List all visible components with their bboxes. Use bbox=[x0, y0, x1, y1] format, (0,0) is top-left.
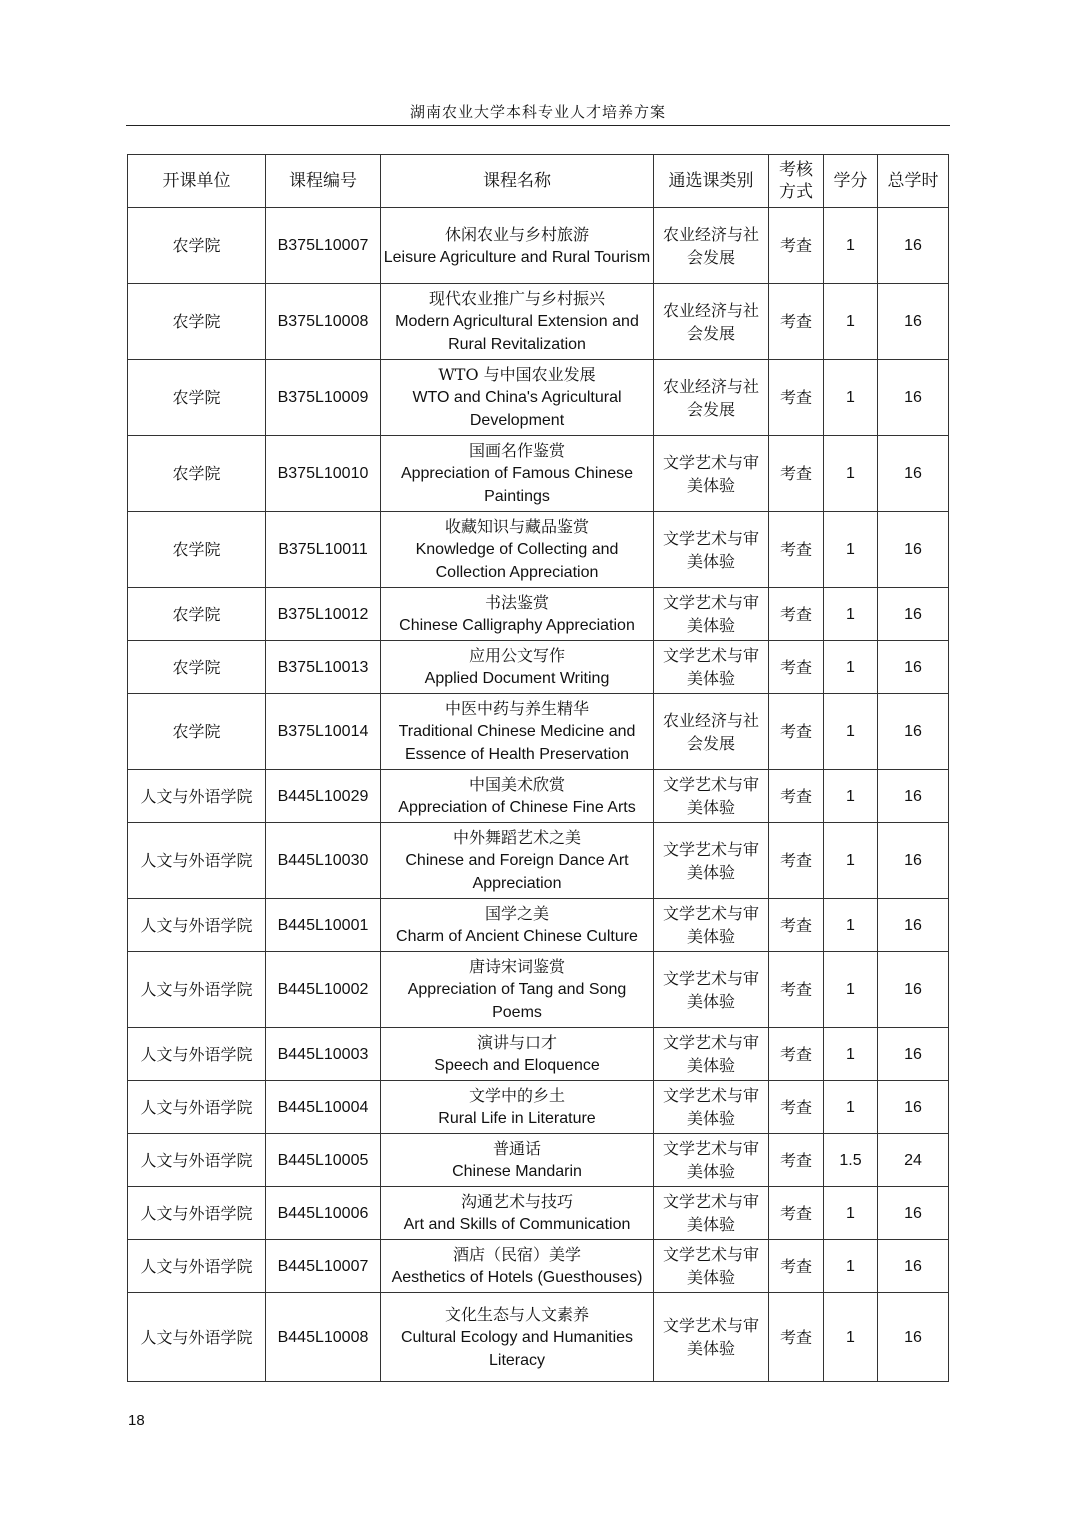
cell-code: B375L10007 bbox=[266, 208, 381, 284]
cell-category: 文学艺术与审美体验 bbox=[654, 1028, 769, 1081]
cell-credit: 1 bbox=[824, 284, 878, 360]
cell-category: 农业经济与社会发展 bbox=[654, 284, 769, 360]
course-name-zh: 书法鉴赏 bbox=[484, 593, 549, 612]
cell-course-name bbox=[381, 641, 654, 694]
cell-credit: 1 bbox=[824, 823, 878, 899]
cell-unit: 农学院 bbox=[128, 512, 266, 588]
cell-code: B445L10030 bbox=[266, 823, 381, 899]
cell-credit: 1 bbox=[824, 1081, 878, 1134]
page-number: 18 bbox=[128, 1412, 145, 1429]
course-name-en: Applied Document Writing bbox=[424, 670, 610, 687]
cell-category: 文学艺术与审美体验 bbox=[654, 1134, 769, 1187]
course-name-en: Rural Life in Literature bbox=[438, 1110, 596, 1127]
cell-hours: 16 bbox=[878, 823, 949, 899]
cell-hours: 16 bbox=[878, 512, 949, 588]
cell-assessment: 考查 bbox=[769, 1028, 824, 1081]
course-name-zh: 唐诗宋词鉴赏 bbox=[468, 957, 565, 976]
cell-credit: 1 bbox=[824, 1240, 878, 1293]
cell-code: B445L10006 bbox=[266, 1187, 381, 1240]
table-row bbox=[128, 641, 949, 694]
cell-assessment: 考查 bbox=[769, 588, 824, 641]
cell-credit: 1 bbox=[824, 641, 878, 694]
course-name-en: Leisure Agriculture and Rural Tourism bbox=[383, 248, 651, 266]
cell-credit: 1 bbox=[824, 1293, 878, 1382]
cell-code: B445L10001 bbox=[266, 899, 381, 952]
cell-code: B445L10004 bbox=[266, 1081, 381, 1134]
cell-course-name bbox=[381, 208, 654, 284]
table-row bbox=[128, 770, 949, 823]
table-row bbox=[128, 208, 949, 284]
cell-category: 文学艺术与审美体验 bbox=[654, 436, 769, 512]
course-name-zh: 国学之美 bbox=[484, 904, 549, 923]
cell-unit: 人文与外语学院 bbox=[128, 823, 266, 899]
cell-category: 文学艺术与审美体验 bbox=[654, 952, 769, 1028]
cell-code: B445L10007 bbox=[266, 1240, 381, 1293]
course-name-en: Appreciation of Tang and Song Poems bbox=[407, 981, 627, 1021]
table-header-row bbox=[128, 155, 949, 208]
cell-credit: 1 bbox=[824, 436, 878, 512]
cell-category: 文学艺术与审美体验 bbox=[654, 1081, 769, 1134]
table-row bbox=[128, 1028, 949, 1081]
cell-code: B445L10003 bbox=[266, 1028, 381, 1081]
cell-assessment: 考查 bbox=[769, 360, 824, 436]
table-row bbox=[128, 694, 949, 770]
cell-course-name bbox=[381, 1028, 654, 1081]
course-name-zh: 沟通艺术与技巧 bbox=[460, 1192, 573, 1211]
cell-category: 农业经济与社会发展 bbox=[654, 694, 769, 770]
course-name-en: Chinese and Foreign Dance Art Appreciation bbox=[405, 852, 629, 892]
column-header-name: 课程名称 bbox=[381, 155, 654, 208]
course-name-en: Chinese Mandarin bbox=[452, 1163, 582, 1180]
cell-unit: 农学院 bbox=[128, 284, 266, 360]
table-row bbox=[128, 952, 949, 1028]
cell-assessment: 考查 bbox=[769, 512, 824, 588]
cell-credit: 1 bbox=[824, 952, 878, 1028]
table-row bbox=[128, 588, 949, 641]
cell-hours: 16 bbox=[878, 360, 949, 436]
column-header-credit: 学分 bbox=[824, 155, 878, 208]
cell-credit: 1 bbox=[824, 208, 878, 284]
cell-course-name bbox=[381, 899, 654, 952]
cell-credit: 1 bbox=[824, 1028, 878, 1081]
cell-unit: 人文与外语学院 bbox=[128, 1134, 266, 1187]
cell-course-name bbox=[381, 512, 654, 588]
course-name-en: Aesthetics of Hotels (Guesthouses) bbox=[391, 1269, 643, 1286]
table-row bbox=[128, 512, 949, 588]
cell-hours: 16 bbox=[878, 770, 949, 823]
course-name-en: Art and Skills of Communication bbox=[403, 1216, 631, 1233]
table-row bbox=[128, 284, 949, 360]
course-name-zh: 文化生态与人文素养 bbox=[444, 1304, 589, 1324]
table-row bbox=[128, 1187, 949, 1240]
course-name-en: Appreciation of Chinese Fine Arts bbox=[398, 799, 636, 816]
column-header-category: 通选课类别 bbox=[654, 155, 769, 208]
cell-course-name bbox=[381, 1240, 654, 1293]
column-header-code: 课程编号 bbox=[266, 155, 381, 208]
course-name-zh: 国画名作鉴赏 bbox=[468, 441, 565, 460]
cell-credit: 1 bbox=[824, 1187, 878, 1240]
table-row bbox=[128, 899, 949, 952]
cell-hours: 16 bbox=[878, 1028, 949, 1081]
cell-category: 文学艺术与审美体验 bbox=[654, 899, 769, 952]
course-name-en: Cultural Ecology and Humanities Literacy bbox=[400, 1328, 634, 1369]
course-name-en: Modern Agricultural Extension and Rural Revitalization bbox=[395, 313, 639, 353]
table-row bbox=[128, 1240, 949, 1293]
cell-unit: 农学院 bbox=[128, 588, 266, 641]
cell-hours: 16 bbox=[878, 1293, 949, 1382]
cell-assessment: 考查 bbox=[769, 1240, 824, 1293]
cell-unit: 人文与外语学院 bbox=[128, 1240, 266, 1293]
cell-assessment: 考查 bbox=[769, 284, 824, 360]
course-name-zh: WTO 与中国农业发展 bbox=[438, 365, 596, 384]
cell-assessment: 考查 bbox=[769, 1293, 824, 1382]
course-name-zh: 演讲与口才 bbox=[476, 1033, 557, 1052]
course-name-zh: 应用公文写作 bbox=[468, 646, 565, 665]
course-name-en: Charm of Ancient Chinese Culture bbox=[396, 928, 638, 945]
cell-assessment: 考查 bbox=[769, 694, 824, 770]
cell-unit: 农学院 bbox=[128, 436, 266, 512]
cell-hours: 16 bbox=[878, 641, 949, 694]
cell-assessment: 考查 bbox=[769, 952, 824, 1028]
cell-category: 文学艺术与审美体验 bbox=[654, 1240, 769, 1293]
cell-category: 文学艺术与审美体验 bbox=[654, 641, 769, 694]
cell-course-name bbox=[381, 284, 654, 360]
cell-assessment: 考查 bbox=[769, 641, 824, 694]
cell-assessment: 考查 bbox=[769, 899, 824, 952]
cell-category: 农业经济与社会发展 bbox=[654, 360, 769, 436]
course-name-en: WTO and China's Agricultural Development bbox=[412, 389, 622, 429]
column-header-unit: 开课单位 bbox=[128, 155, 266, 208]
cell-course-name bbox=[381, 1081, 654, 1134]
cell-unit: 人文与外语学院 bbox=[128, 1081, 266, 1134]
cell-unit: 人文与外语学院 bbox=[128, 770, 266, 823]
cell-credit: 1 bbox=[824, 588, 878, 641]
table-body bbox=[128, 208, 949, 1382]
cell-unit: 人文与外语学院 bbox=[128, 1293, 266, 1382]
cell-course-name bbox=[381, 823, 654, 899]
cell-unit: 农学院 bbox=[128, 641, 266, 694]
page-header: 湖南农业大学本科专业人才培养方案 bbox=[126, 100, 950, 126]
cell-category: 文学艺术与审美体验 bbox=[654, 512, 769, 588]
course-name-en: Traditional Chinese Medicine and Essence of Health Preservation bbox=[398, 723, 636, 763]
cell-credit: 1 bbox=[824, 360, 878, 436]
cell-unit: 农学院 bbox=[128, 694, 266, 770]
cell-credit: 1 bbox=[824, 899, 878, 952]
cell-code: B445L10005 bbox=[266, 1134, 381, 1187]
cell-category: 文学艺术与审美体验 bbox=[654, 588, 769, 641]
cell-code: B375L10014 bbox=[266, 694, 381, 770]
cell-assessment: 考查 bbox=[769, 1081, 824, 1134]
cell-hours: 16 bbox=[878, 952, 949, 1028]
cell-credit: 1.5 bbox=[824, 1134, 878, 1187]
cell-unit: 人文与外语学院 bbox=[128, 952, 266, 1028]
table-row bbox=[128, 823, 949, 899]
course-name-zh: 普通话 bbox=[492, 1139, 541, 1158]
cell-course-name bbox=[381, 588, 654, 641]
cell-category: 农业经济与社会发展 bbox=[654, 208, 769, 284]
cell-category: 文学艺术与审美体验 bbox=[654, 1293, 769, 1382]
cell-course-name bbox=[381, 1134, 654, 1187]
cell-code: B375L10012 bbox=[266, 588, 381, 641]
column-header-hours: 总学时 bbox=[878, 155, 949, 208]
cell-code: B445L10002 bbox=[266, 952, 381, 1028]
course-name-zh: 中国美术欣赏 bbox=[468, 775, 565, 794]
course-name-zh: 酒店（民宿）美学 bbox=[452, 1245, 581, 1264]
cell-course-name bbox=[381, 952, 654, 1028]
cell-code: B445L10008 bbox=[266, 1293, 381, 1382]
cell-hours: 16 bbox=[878, 284, 949, 360]
cell-assessment: 考查 bbox=[769, 208, 824, 284]
course-name-zh: 休闲农业与乡村旅游 bbox=[444, 224, 589, 244]
course-name-en: Speech and Eloquence bbox=[434, 1057, 600, 1074]
course-name-en: Knowledge of Collecting and Collection Appreciation bbox=[415, 541, 619, 581]
cell-hours: 24 bbox=[878, 1134, 949, 1187]
cell-unit: 农学院 bbox=[128, 360, 266, 436]
cell-unit: 人文与外语学院 bbox=[128, 1187, 266, 1240]
course-name-zh: 中医中药与养生精华 bbox=[444, 699, 589, 718]
course-name-zh: 文学中的乡土 bbox=[468, 1086, 565, 1105]
cell-hours: 16 bbox=[878, 1187, 949, 1240]
cell-hours: 16 bbox=[878, 1081, 949, 1134]
course-name-zh: 现代农业推广与乡村振兴 bbox=[428, 289, 605, 308]
course-name-zh: 中外舞蹈艺术之美 bbox=[452, 828, 581, 847]
table-row bbox=[128, 436, 949, 512]
cell-code: B375L10010 bbox=[266, 436, 381, 512]
cell-credit: 1 bbox=[824, 512, 878, 588]
course-name-en: Appreciation of Famous Chinese Paintings bbox=[400, 465, 634, 505]
cell-credit: 1 bbox=[824, 770, 878, 823]
cell-course-name bbox=[381, 694, 654, 770]
cell-course-name bbox=[381, 770, 654, 823]
cell-course-name bbox=[381, 436, 654, 512]
table-row bbox=[128, 1293, 949, 1382]
cell-category: 文学艺术与审美体验 bbox=[654, 823, 769, 899]
cell-code: B375L10008 bbox=[266, 284, 381, 360]
cell-credit: 1 bbox=[824, 694, 878, 770]
cell-unit: 人文与外语学院 bbox=[128, 1028, 266, 1081]
cell-course-name bbox=[381, 1187, 654, 1240]
cell-category: 文学艺术与审美体验 bbox=[654, 1187, 769, 1240]
cell-course-name bbox=[381, 360, 654, 436]
cell-hours: 16 bbox=[878, 694, 949, 770]
cell-assessment: 考查 bbox=[769, 1187, 824, 1240]
cell-hours: 16 bbox=[878, 1240, 949, 1293]
cell-course-name bbox=[381, 1293, 654, 1382]
cell-code: B375L10011 bbox=[266, 512, 381, 588]
cell-code: B445L10029 bbox=[266, 770, 381, 823]
course-name-zh: 收藏知识与藏品鉴赏 bbox=[444, 517, 589, 536]
cell-code: B375L10009 bbox=[266, 360, 381, 436]
cell-hours: 16 bbox=[878, 588, 949, 641]
cell-unit: 农学院 bbox=[128, 208, 266, 284]
cell-code: B375L10013 bbox=[266, 641, 381, 694]
cell-category: 文学艺术与审美体验 bbox=[654, 770, 769, 823]
cell-hours: 16 bbox=[878, 899, 949, 952]
table-row bbox=[128, 1134, 949, 1187]
cell-assessment: 考查 bbox=[769, 823, 824, 899]
cell-assessment: 考查 bbox=[769, 770, 824, 823]
course-table bbox=[127, 154, 949, 1382]
cell-unit: 人文与外语学院 bbox=[128, 899, 266, 952]
column-header-assessment: 考核方式 bbox=[769, 155, 824, 208]
table-row bbox=[128, 360, 949, 436]
cell-assessment: 考查 bbox=[769, 436, 824, 512]
table-row bbox=[128, 1081, 949, 1134]
cell-hours: 16 bbox=[878, 436, 949, 512]
cell-hours: 16 bbox=[878, 208, 949, 284]
cell-assessment: 考查 bbox=[769, 1134, 824, 1187]
course-name-en: Chinese Calligraphy Appreciation bbox=[399, 617, 635, 634]
